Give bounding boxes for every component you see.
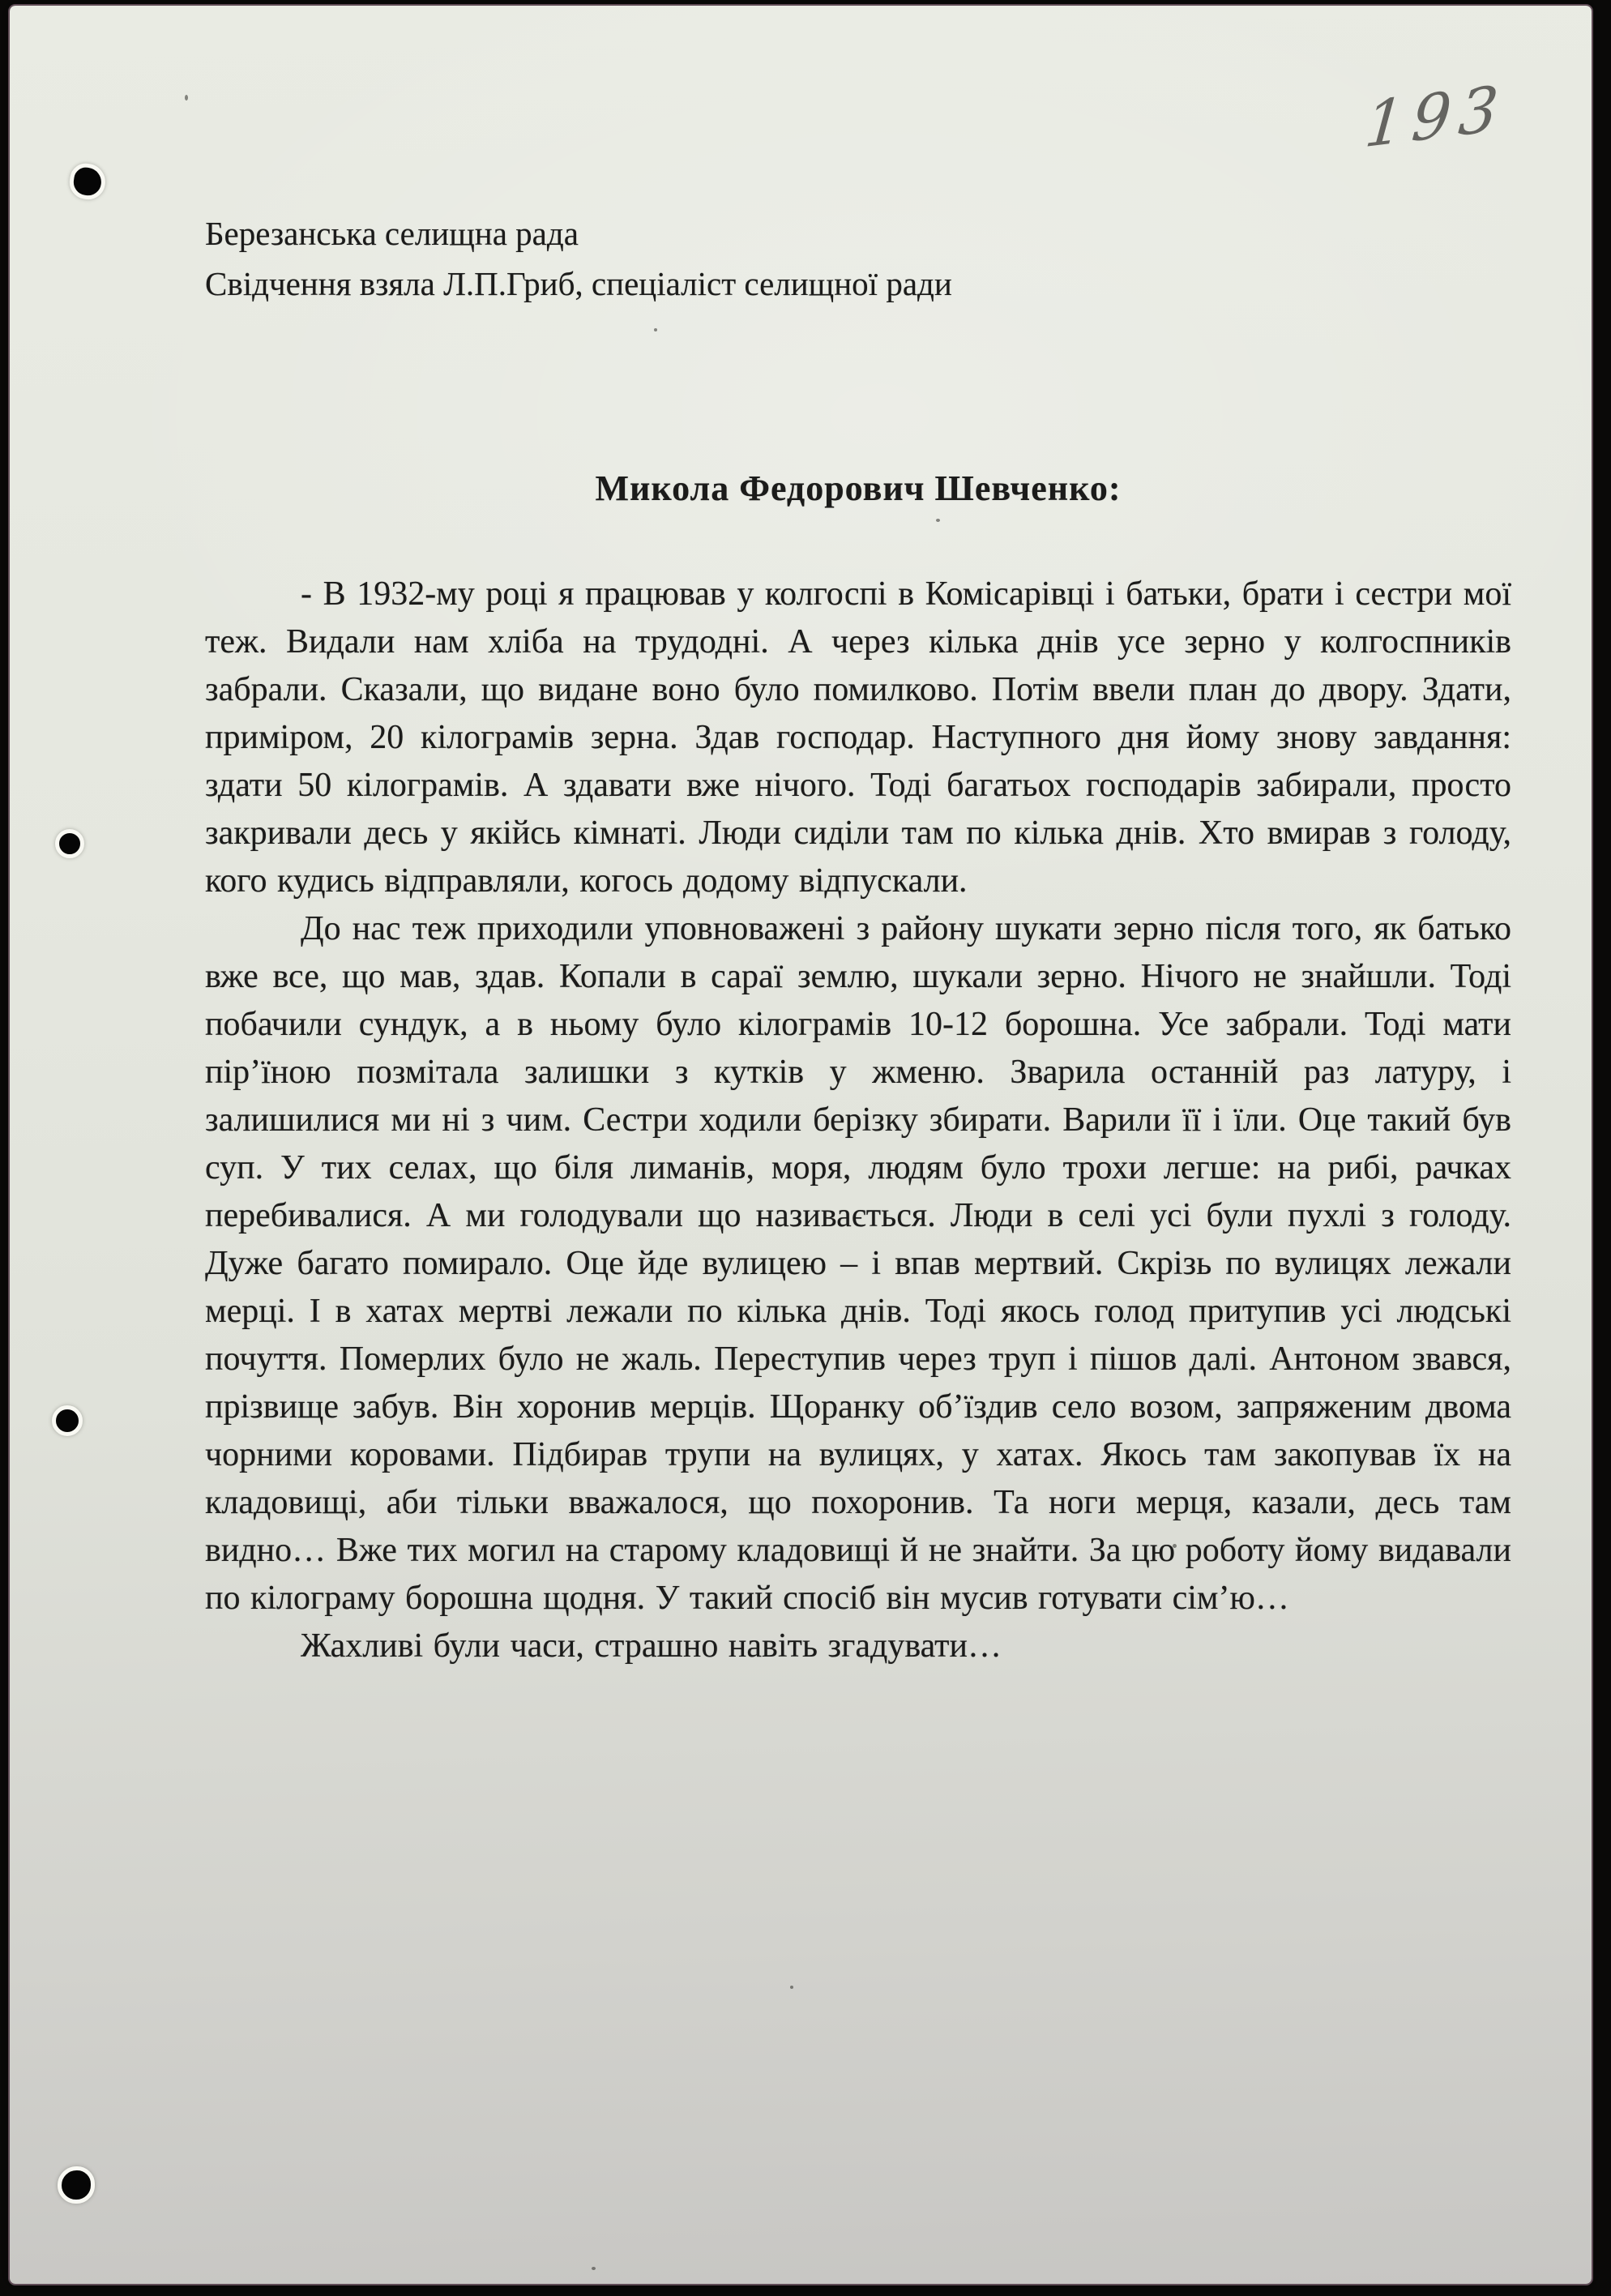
paper-speck: [790, 1986, 793, 1989]
testimony-paragraph: Жахливі були часи, страшно навіть згадувати…: [301, 1627, 1002, 1665]
testimony-title: Микола Федорович Шевченко:: [595, 468, 1122, 508]
header-council-line: Березанська селищна рада: [205, 215, 579, 252]
hole-punch: [67, 161, 108, 202]
document-content: [205, 6, 1511, 1670]
testimony-paragraph: - В 1932-му році я працював у колгоспі в Комісарівці і батьки, брати і сестри мої теж. Видали нам хліба на трудодні. А через кілька днів усе зерно у колгоспників забрали. Сказали, що видане воно було помилково. Потім ввели план до двору. Здати, приміром, 20 кілограмів зерна. Здав господар. Наступного дня йому знову завдання: здати 50 кілограмів. А здавати вже нічого. Тоді багатьох господарів забирали, просто закривали десь у якійсь кімнаті. Люди сиділи там по кілька днів. Хто вмирав з голоду, кого кудись відправляли, когось додому відпускали.: [205, 575, 1511, 900]
paper-speck: [185, 95, 188, 100]
hole-punch: [55, 829, 84, 858]
hole-punch: [58, 2166, 95, 2204]
paper-page: [10, 6, 1592, 2284]
document-header: [205, 208, 1511, 309]
hole-punch: [52, 1405, 83, 1436]
page-number-handwritten: 193: [1361, 71, 1510, 162]
paper-speck: [592, 2267, 596, 2270]
testimony-body: [205, 571, 1511, 1670]
header-recorder-line: Свідчення взяла Л.П.Гриб, спеціаліст селищної ради: [205, 265, 952, 302]
testimony-paragraph: До нас теж приходили уповноважені з району шукати зерно після того, як батько вже все, що мав, здав. Копали в сараї землю, шукали зерно. Нічого не знайшли. Тоді побачили сундук, а в ньому було кілограмів 10-12 борошна. Усе забрали. Тоді мати пір’їною позмітала залишки з кутків у жменю. Зварила останній раз латуру, і залишилися ми ні з чим. Сестри ходили берізку збирати. Варили її і їли. Оце такий був суп. У тих селах, що біля лиманів, моря, людям було трохи легше: на рибі, рачках перебивалися. А ми голодували що називається. Люди в селі усі були пухлі з голоду. Дуже багато помирало. Оце йде вулицею – і впав мертвий. Скрізь по вулицях лежали мерці. І в хатах мертві лежали по кілька днів. Тоді якось голод притупив усі людські почуття. Померлих було не жаль. Переступив через труп і пішов далі. Антоном звався, прізвище забув. Він хоронив мерців. Щоранку об’їздив село возом, запряженим двома чорними коровами. Підбирав трупи на вулицях, у хатах. Якось там закопував їх на кладовищі, аби тільки вважалося, що похоронив. Та ноги мерця, казали, десь там видно… Вже тих могил на старому кладовищі й не знайти. За цю роботу йому видавали по кілограму борошна щодня. У такий спосіб він мусив готувати сім’ю…: [205, 910, 1511, 1617]
